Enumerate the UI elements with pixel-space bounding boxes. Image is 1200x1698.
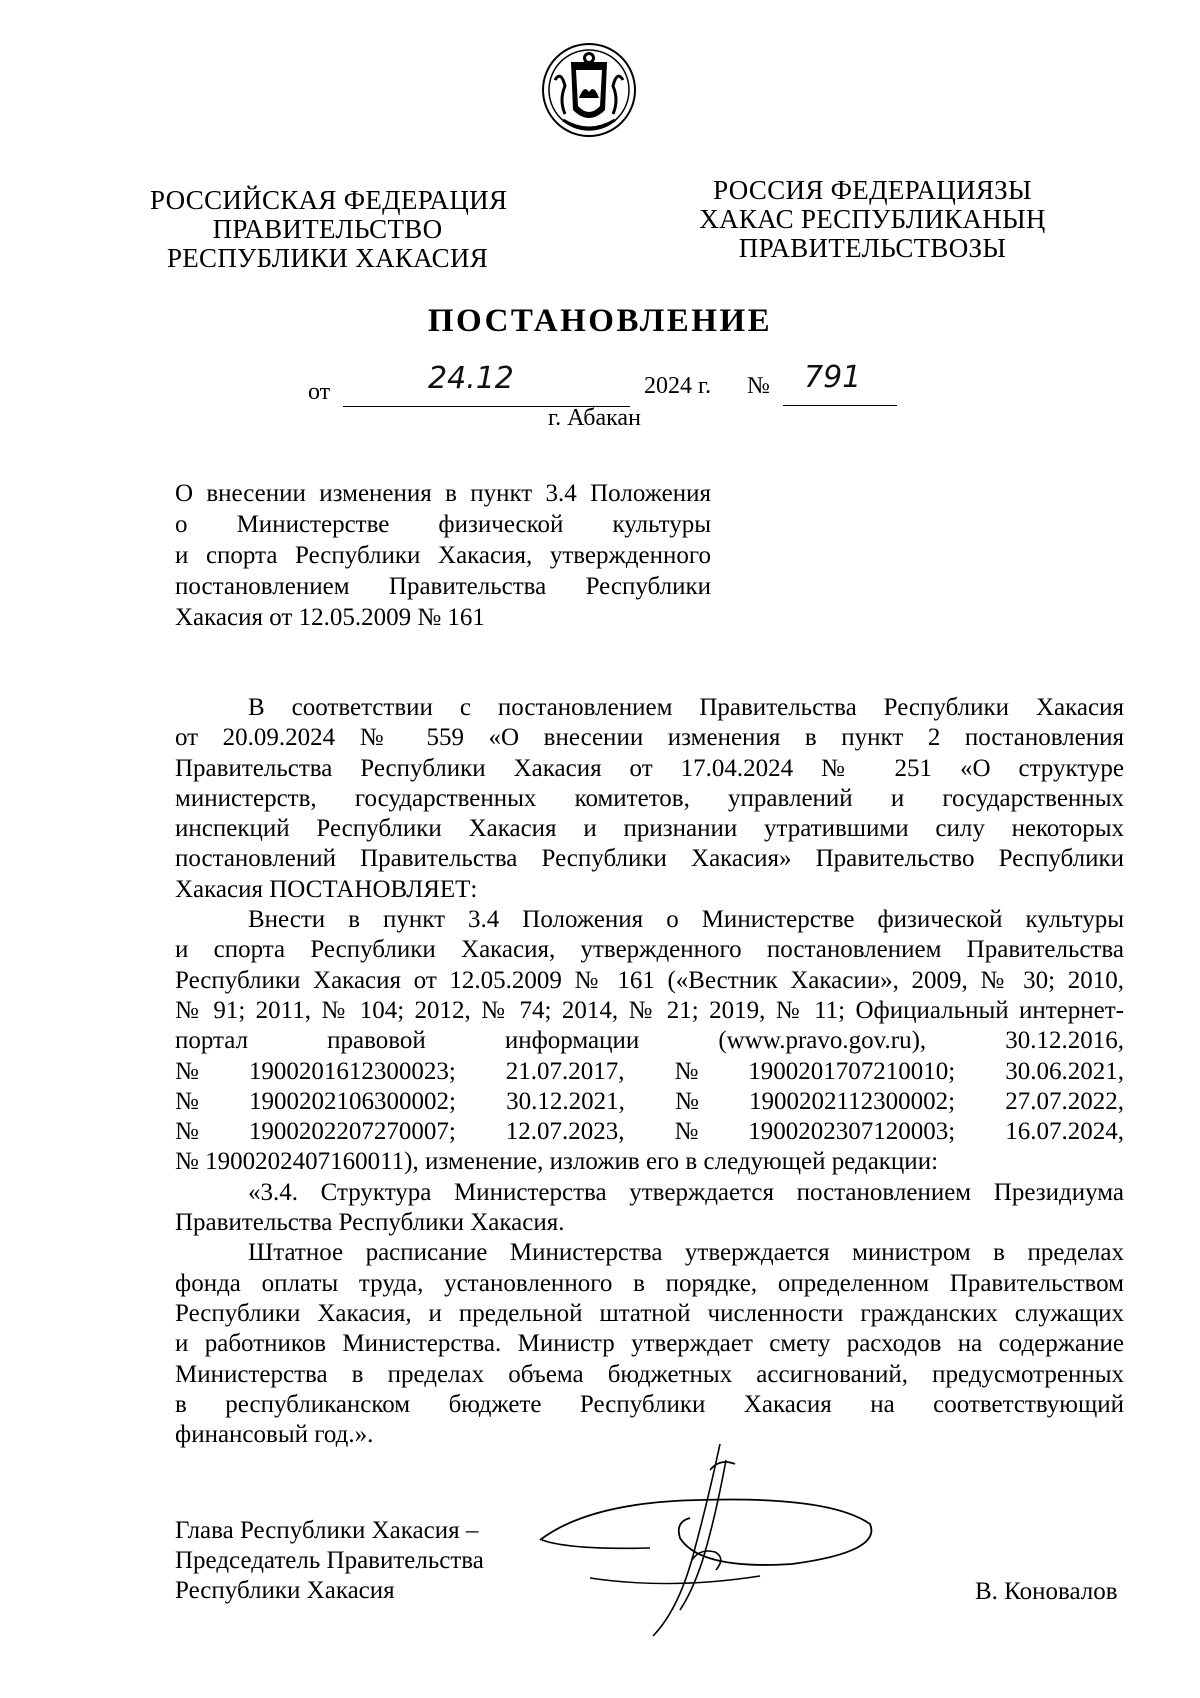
header-right-line: РОССИЯ ФЕДЕРАЦИЯЗЫ	[713, 175, 1032, 205]
body-line: Штатное расписание Министерства утверждается министром в пределах	[248, 1239, 1124, 1267]
body-line: Республики Хакасия от 12.05.2009 № 161 («Вестник Хакасии», 2009, № 30; 2010,	[175, 966, 1124, 994]
publication-cell: 30.12.2021,	[506, 1087, 625, 1115]
signatory-position-line: Республики Хакасия	[175, 1577, 395, 1604]
republic-khakassia-emblem-icon	[541, 40, 637, 140]
publication-row	[175, 1057, 1124, 1087]
portal-word: правовой	[327, 1027, 426, 1055]
publication-cell: 16.07.2024,	[1005, 1118, 1124, 1146]
body-line: Правительства Республики Хакасия от 17.04.2024 № 251 «О структуре	[175, 754, 1124, 782]
number-label: №	[747, 373, 770, 399]
date-from-label: от	[308, 379, 331, 405]
title-line: Хакасия от 12.05.2009 № 161	[175, 604, 485, 631]
header-left	[150, 185, 508, 273]
publication-cell: 1900202307120003;	[748, 1118, 956, 1146]
publication-row	[175, 1087, 1124, 1117]
date-handwritten: 24.12	[428, 361, 514, 396]
title-line: постановлением Правительства Республики	[175, 573, 711, 600]
document-body	[175, 693, 1124, 1450]
body-line: от 20.09.2024 № 559 «О внесении изменения в пункт 2 постановления	[175, 724, 1124, 752]
body-line: Внести в пункт 3.4 Положения о Министерстве физической культуры	[248, 906, 1124, 934]
publication-row	[175, 1117, 1124, 1147]
number-handwritten: 791	[804, 360, 862, 395]
body-line: Хакасия ПОСТАНОВЛЯЕТ:	[175, 875, 478, 903]
publication-cell: 21.07.2017,	[505, 1057, 625, 1085]
publication-cell: №	[175, 1057, 199, 1085]
publication-cell: 1900202112300002;	[749, 1087, 956, 1115]
city-label: г. Абакан	[548, 405, 641, 431]
signatory-name: В. Коновалов	[975, 1578, 1118, 1605]
publication-cell: 27.07.2022,	[1005, 1087, 1124, 1115]
portal-word: информации	[504, 1027, 640, 1055]
publication-cell: 12.07.2023,	[505, 1118, 625, 1146]
body-line: постановлений Правительства Республики Хакасия» Правительство Республики	[175, 845, 1124, 873]
document-title	[175, 478, 711, 633]
body-line: Республики Хакасия, и предельной штатной численности гражданских служащих	[175, 1299, 1124, 1327]
publication-cell: 1900201707210010;	[748, 1057, 956, 1085]
body-line: Министерства в пределах объема бюджетных ассигнований, предусмотренных	[175, 1360, 1124, 1388]
body-line: № 91; 2011, № 104; 2012, № 74; 2014, № 21; 2019, № 11; Официальный интернет-	[175, 996, 1124, 1024]
header-right	[695, 176, 1050, 263]
portal-word: портал	[175, 1027, 249, 1055]
title-line: и спорта Республики Хакасия, утвержденного	[175, 542, 711, 569]
publication-cell: 1900202106300002;	[249, 1087, 456, 1115]
portal-word: 30.12.2016,	[1005, 1027, 1124, 1055]
document-type: ПОСТАНОВЛЕНИЕ	[427, 303, 773, 339]
body-line: «3.4. Структура Министерства утверждается постановлением Президиума	[248, 1178, 1124, 1206]
publication-cell: №	[175, 1118, 199, 1146]
body-line: в республиканском бюджете Республики Хакасия на соответствующий	[175, 1390, 1124, 1418]
signatory-position	[175, 1516, 484, 1606]
body-line: и работников Министерства. Министр утверждает смету расходов на содержание	[175, 1330, 1124, 1358]
year-label: 2024 г.	[644, 373, 712, 399]
publication-cell: №	[674, 1057, 699, 1085]
header-left-line: РОССИЙСКАЯ ФЕДЕРАЦИЯ	[150, 185, 508, 215]
publication-cell: №	[674, 1118, 699, 1146]
portal-word: (www.pravo.gov.ru),	[718, 1027, 927, 1055]
portal-line	[175, 1026, 1124, 1056]
signatory-position-line: Председатель Правительства	[175, 1547, 484, 1574]
publication-cell: 1900202207270007;	[248, 1118, 456, 1146]
header-left-line: ПРАВИТЕЛЬСТВО	[212, 214, 443, 244]
header-right-line: ХАКАС РЕСПУБЛИКАНЫҢ	[699, 204, 1046, 234]
publication-cell: 30.06.2021,	[1005, 1057, 1124, 1085]
publication-cell: 1900201612300023;	[248, 1057, 456, 1085]
publication-cell: №	[175, 1087, 199, 1115]
body-line: финансовый год.».	[175, 1421, 374, 1449]
header-right-line: ПРАВИТЕЛЬСТВОЗЫ	[738, 233, 1007, 263]
body-line: министерств, государственных комитетов, управлений и государственных	[175, 784, 1124, 812]
body-line: фонда оплаты труда, установленного в порядке, определенном Правительством	[175, 1269, 1124, 1297]
publication-cell: №	[675, 1087, 699, 1115]
body-line: Правительства Республики Хакасия.	[175, 1209, 565, 1237]
body-line: инспекций Республики Хакасия и признании утратившими силу некоторых	[175, 815, 1124, 843]
title-line: о Министерстве физической культуры	[175, 511, 711, 538]
title-line: О внесении изменения в пункт 3.4 Положения	[175, 480, 711, 507]
header-left-line: РЕСПУБЛИКИ ХАКАСИЯ	[166, 243, 489, 273]
body-line: и спорта Республики Хакасия, утвержденного постановлением Правительства	[175, 936, 1124, 964]
body-line: № 1900202407160011), изменение, изложив его в следующей редакции:	[175, 1148, 939, 1176]
signatory-position-line: Глава Республики Хакасия –	[175, 1517, 479, 1544]
body-line: В соответствии с постановлением Правительства Республики Хакасия	[248, 694, 1124, 721]
handwritten-signature	[530, 1440, 890, 1640]
